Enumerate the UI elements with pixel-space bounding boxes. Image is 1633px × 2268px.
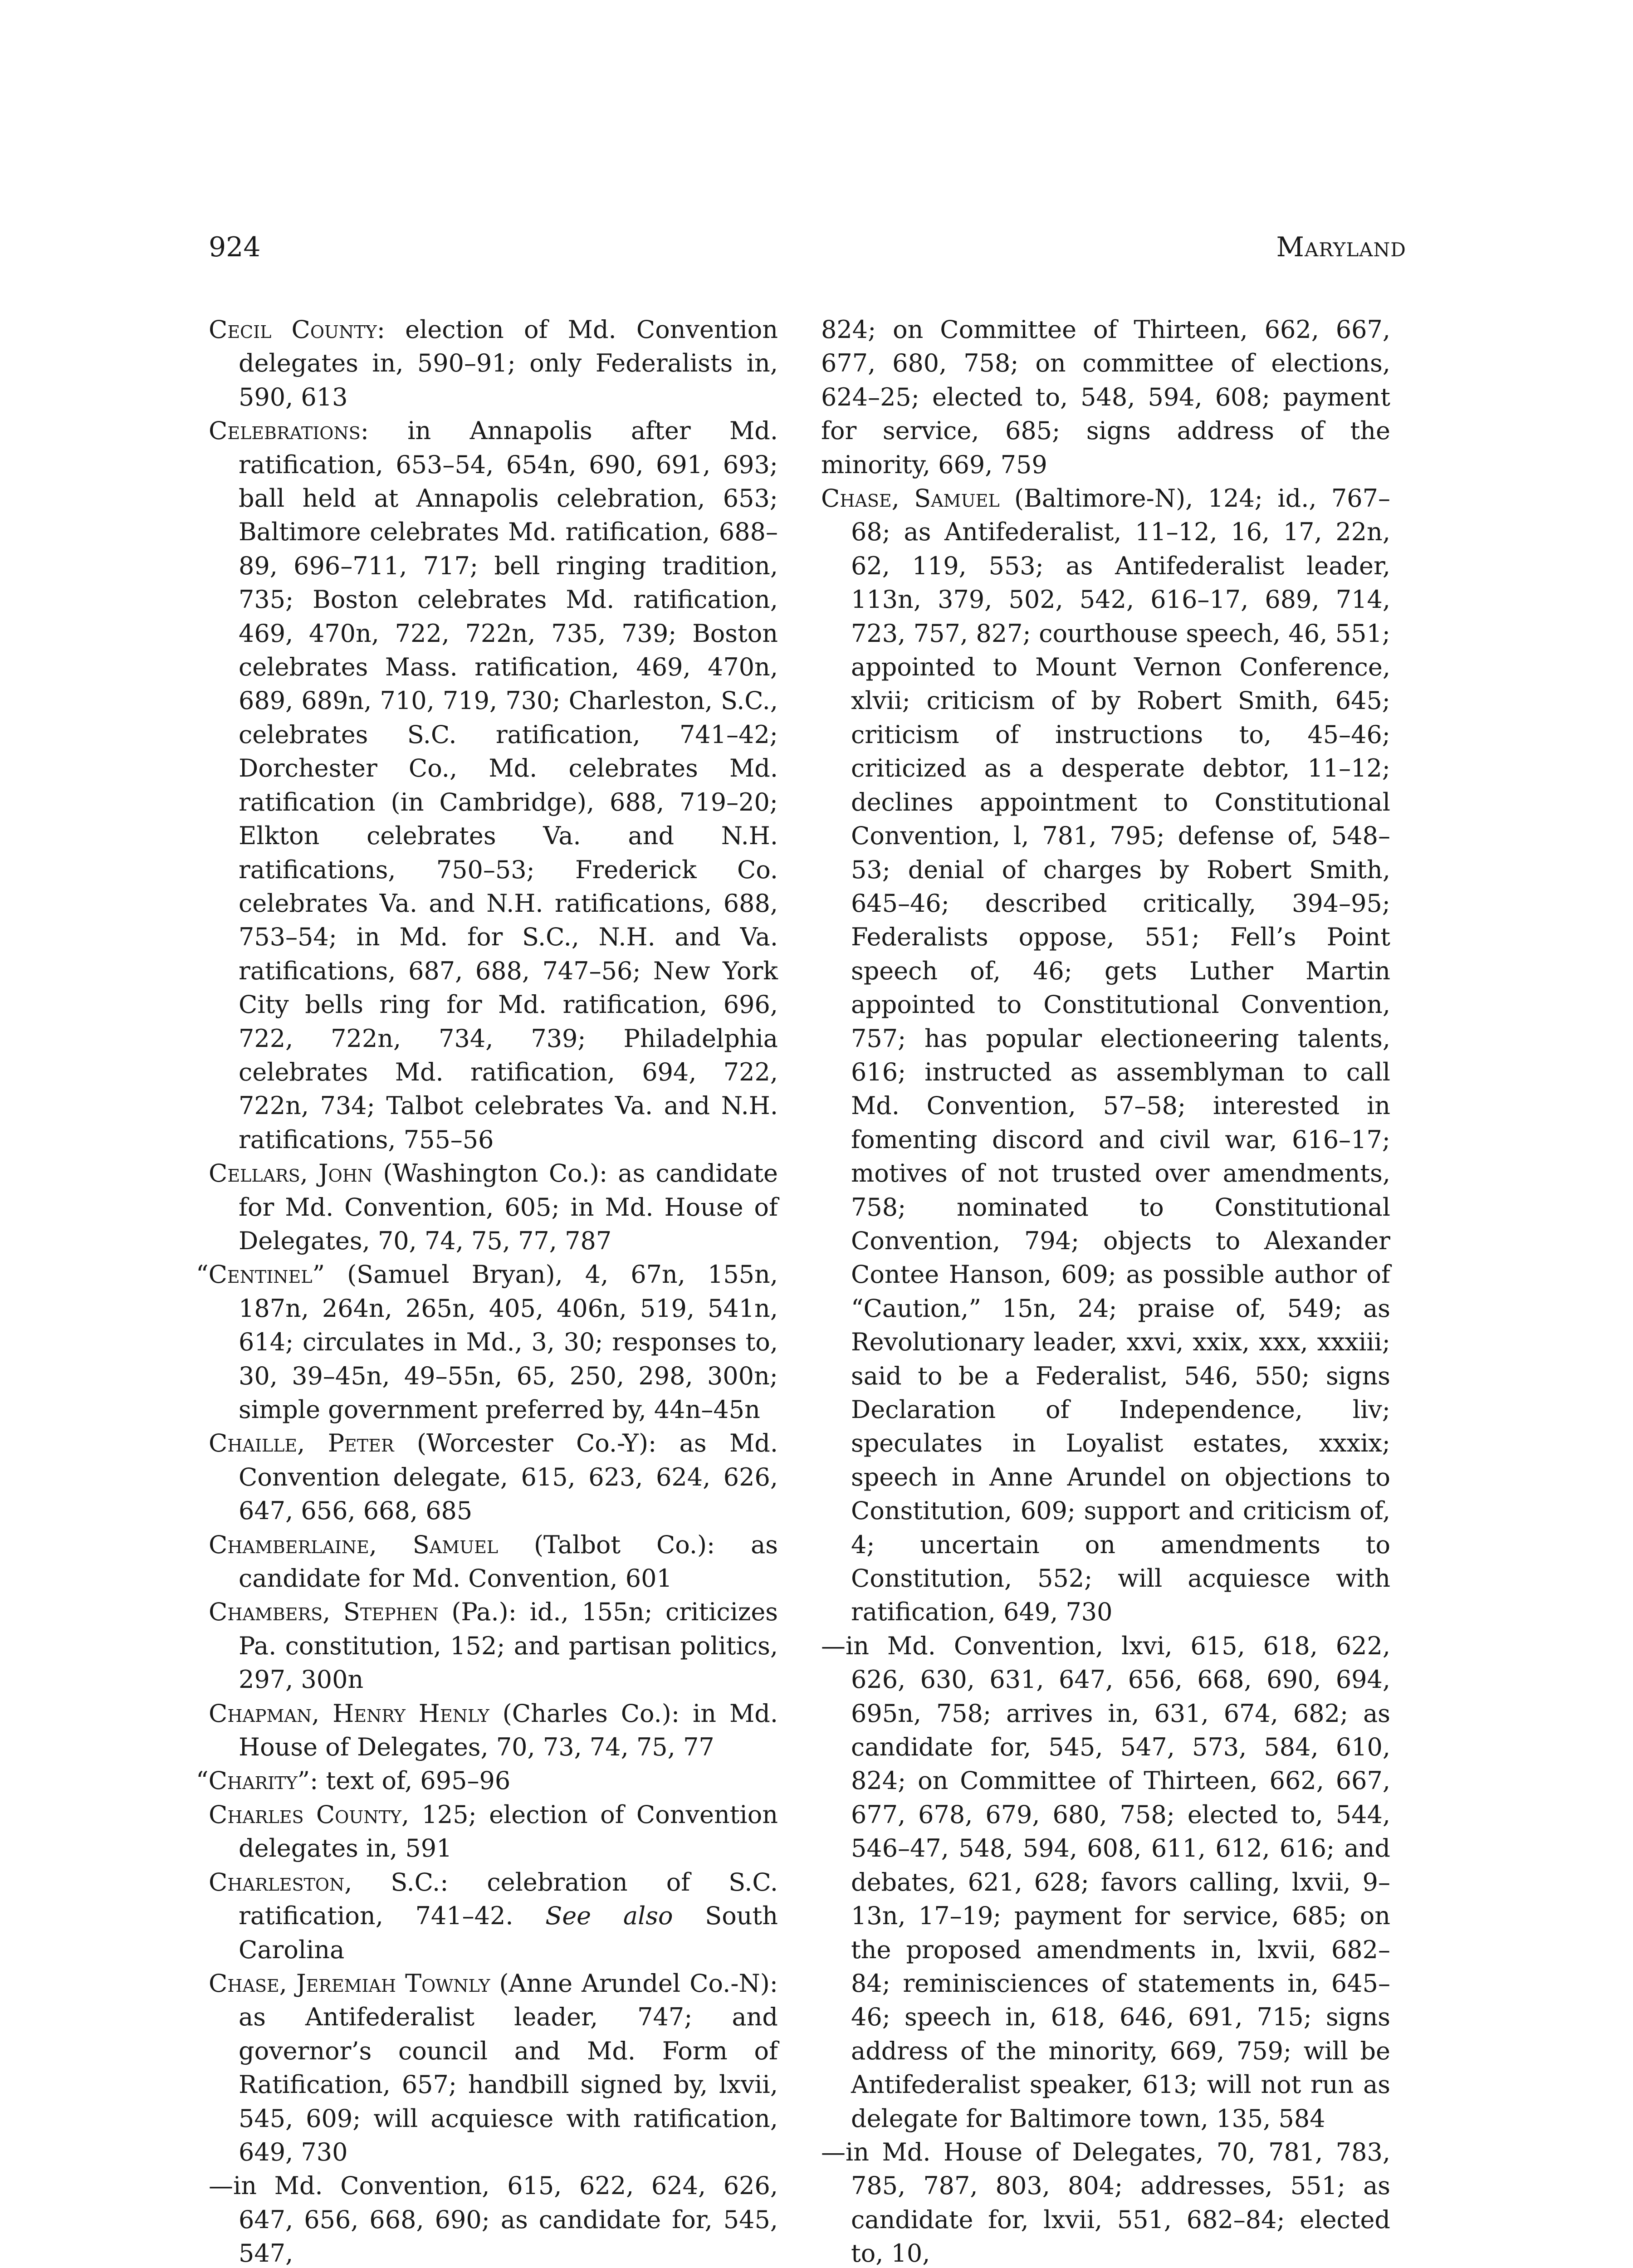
entry-heading: “Centinel”	[196, 1260, 325, 1289]
entry-text: , 125; election of Convention delegates in, 591	[239, 1800, 778, 1863]
entry-text: (Samuel Bryan), 4, 67n, 155n, 187n, 264n, 265n, 405, 406n, 519, 541n, 614; circulates in Md., 3, 30; responses to, 30, 39–45n, 49–55n, 65, 250, 298, 300n; simple government preferred by, 44n–45n	[239, 1260, 778, 1424]
index-subentry	[209, 2169, 778, 2268]
index-column-left	[196, 313, 778, 2268]
entry-text: (Baltimore-N), 124; id., 767–68; as Antifederalist, 11–12, 16, 17, 22n, 62, 119, 553; as Antifederalist leader, 113n, 379, 502, 542, 616–17, 689, 714, 723, 757, 827; courthouse speech, 46, 551; appointed to Mount Vernon Conference, xlvii; criticism of by Robert Smith, 645; criticism of instructions to, 45–46; criticized as a desperate debtor, 11–12; declines appointment to Constitutional Convention, l, 781, 795; defense of, 548–53; denial of charges by Robert Smith, 645–46; described critically, 394–95; Federalists oppose, 551; Fell’s Point speech of, 46; gets Luther Martin appointed to Constitutional Convention, 757; has popular electioneering talents, 616; instructed as assemblyman to call Md. Convention, 57–58; interested in fomenting discord and civil war, 616–17; motives of not trusted over amendments, 758; nominated to Constitutional Convention, 794; objects to Alexander Contee Hanson, 609; as possible author of “Caution,” 15n, 24; praise of, 549; as Revolutionary leader, xxvi, xxix, xxx, xxxiii; said to be a Federalist, 546, 550; signs Declaration of Independence, liv; speculates in Loyalist estates, xxxix; speech in Anne Arundel on objections to Constitution, 609; support and criticism of, 4; uncertain on amendments to Constitution, 552; will acquiesce with ratification, 649, 730	[851, 484, 1390, 1627]
entry-text: (Pa.): id., 155n; criticizes Pa. constitution, 152; and partisan politics, 297, 300n	[239, 1598, 778, 1694]
index-entry-continued	[821, 313, 1390, 482]
index-entry	[209, 1866, 778, 1967]
page-header	[209, 229, 1406, 265]
index-entry	[209, 414, 778, 1157]
see-also-text: South Carolina	[239, 1901, 778, 1964]
index-subentry	[821, 2136, 1390, 2268]
entry-heading: —in Md. Convention	[821, 1631, 1095, 1660]
entry-heading: Charles County	[209, 1800, 402, 1829]
entry-text: , 70, 781, 783, 785, 787, 803, 804; addresses, 551; as candidate for, lxvii, 551, 682–84; elected to, 10,	[851, 2137, 1390, 2268]
index-entry	[196, 1258, 778, 1427]
index-entry	[209, 1798, 778, 1866]
entry-text: 824; on Committee of Thirteen, 662, 667, 677, 680, 758; on committee of elections, 624–25; elected to, 548, 594, 608; payment for service, 685; signs address of the minority, 669, 759	[821, 315, 1390, 479]
entry-text: (Charles Co.): in Md. House of Delegates, 70, 73, 74, 75, 77	[239, 1699, 778, 1762]
entry-heading: Chase, Samuel	[821, 484, 1000, 513]
index-entry	[209, 1697, 778, 1765]
entry-heading: Chambers, Stephen	[209, 1598, 439, 1627]
entry-text: (Talbot Co.): as candidate for Md. Convention, 601	[239, 1530, 778, 1593]
entry-heading: Chaille, Peter	[209, 1429, 394, 1458]
entry-heading: Chapman, Henry Henly	[209, 1699, 489, 1728]
entry-text: , lxvi, 615, 618, 622, 626, 630, 631, 647, 656, 668, 690, 694, 695n, 758; arrives in, 631, 674, 682; as candidate for, 545, 547, 573, 584, 610, 824; on Committee of Thirteen, 662, 667, 677, 678, 679, 680, 758; elected to, 544, 546–47, 548, 594, 608, 611, 612, 616; and debates, 621, 628; favors calling, lxvii, 9–13n, 17–19; payment for service, 685; on the proposed amendments in, lxvii, 682–84; reminisciences of statements in, 645–46; speech in, 618, 646, 691, 715; signs address of the minority, 669, 759; will be Antifederalist speaker, 613; will not run as delegate for Baltimore town, 135, 584	[851, 1631, 1391, 2133]
index-entry	[209, 313, 778, 414]
index-entry	[209, 1157, 778, 1258]
entry-heading: —in Md. House of Delegates	[821, 2137, 1196, 2166]
entry-heading: Chase, Jeremiah Townly	[209, 1969, 490, 1998]
running-head: Maryland	[1276, 231, 1406, 263]
entry-heading: Cecil County	[209, 315, 377, 344]
entry-heading: “Charity”	[196, 1766, 310, 1795]
entry-heading: Charleston, S.C.	[209, 1867, 440, 1897]
entry-heading: Chamberlaine, Samuel	[209, 1530, 499, 1559]
index-entry	[209, 1528, 778, 1596]
index-entry	[821, 482, 1390, 1629]
index-entry	[209, 1595, 778, 1696]
entry-heading: —in Md. Convention	[209, 2171, 482, 2200]
entry-text: , 615, 622, 624, 626, 647, 656, 668, 690; as candidate for, 545, 547,	[239, 2171, 778, 2268]
index-entry	[209, 1967, 778, 2169]
index-subentry	[821, 1629, 1390, 2136]
entry-heading: Cellars, John	[209, 1159, 373, 1188]
index-column-right	[821, 313, 1390, 2268]
entry-text: (Worcester Co.-Y): as Md. Convention delegate, 615, 623, 624, 626, 647, 656, 668, 685	[239, 1429, 778, 1525]
entry-text: : election of Md. Convention delegates in, 590–91; only Federalists in, 590, 613	[239, 315, 778, 411]
entry-text: (Anne Arundel Co.-N): as Antifederalist leader, 747; and governor’s council and Md. Form of Ratification, 657; handbill signed by, lxvii, 545, 609; will acquiesce with ratification, 649, 730	[239, 1969, 778, 2166]
entry-text: : text of, 695–96	[310, 1766, 511, 1795]
index-entry	[209, 1427, 778, 1528]
page-number: 924	[209, 231, 261, 263]
index-entry	[196, 1764, 778, 1798]
entry-text: : celebration of S.C. ratification, 741–42.	[239, 1867, 778, 1931]
entry-text: : in Annapolis after Md. ratification, 653–54, 654n, 690, 691, 693; ball held at Annapolis celebration, 653; Baltimore celebrates Md. ratification, 688–89, 696–711, 717; bell ringing tradition, 735; Boston celebrates Md. ratification, 469, 470n, 722, 722n, 735, 739; Boston celebrates Mass. ratification, 469, 470n, 689, 689n, 710, 719, 730; Charleston, S.C., celebrates S.C. ratification, 741–42; Dorchester Co., Md. celebrates Md. ratification (in Cambridge), 688, 719–20; Elkton celebrates Va. and N.H. ratifications, 750–53; Frederick Co. celebrates Va. and N.H. ratifications, 688, 753–54; in Md. for S.C., N.H. and Va. ratifications, 687, 688, 747–56; New York City bells ring for Md. ratification, 696, 722, 722n, 734, 739; Philadelphia celebrates Md. ratification, 694, 722, 722n, 734; Talbot celebrates Va. and N.H. ratifications, 755–56	[239, 416, 778, 1154]
entry-heading: Celebrations	[209, 416, 361, 445]
see-also-label: See also	[545, 1901, 673, 1931]
entry-text: (Washington Co.): as candidate for Md. Convention, 605; in Md. House of Delegates, 70, 74, 75, 77, 787	[239, 1159, 778, 1255]
